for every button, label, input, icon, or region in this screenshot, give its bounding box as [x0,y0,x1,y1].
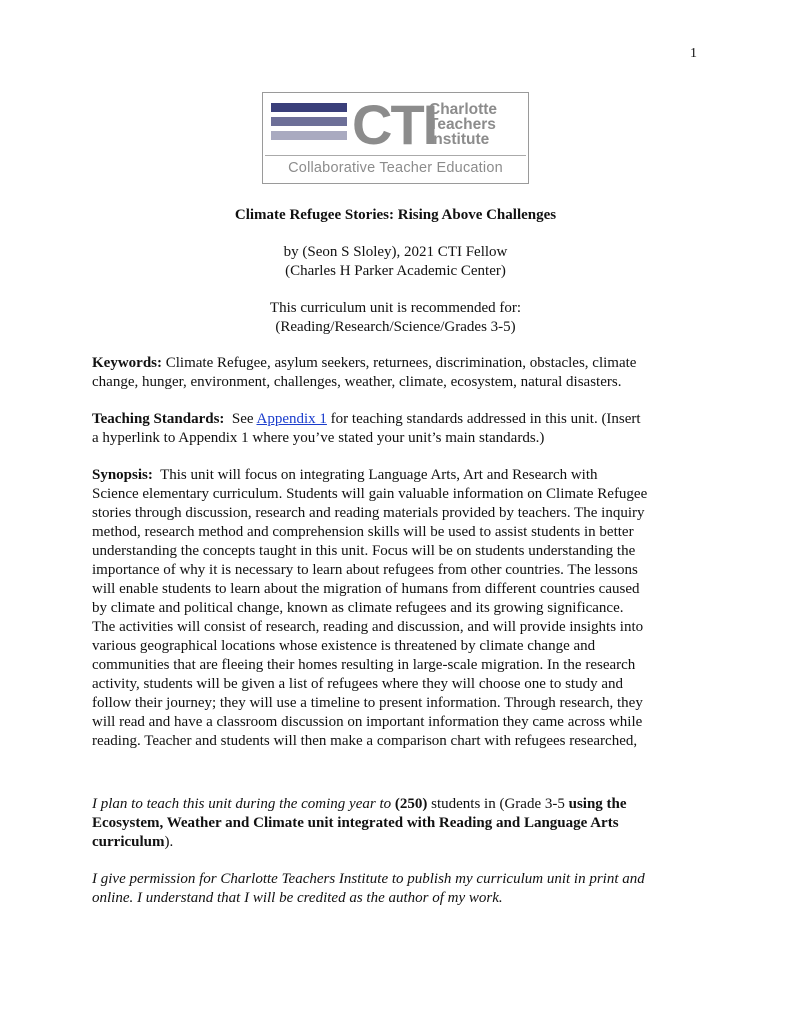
keywords-text: change, hunger, environment, challenges, weather, climate, ecosystem, natural disasters. [92,374,622,390]
plan-end-text: ). [164,834,174,850]
synopsis-line: will enable students to learn about the migration of humans from different countries caused [92,581,640,597]
synopsis-text: This unit will focus on integrating Language Arts, Art and Research with [152,467,598,483]
appendix-1-link[interactable]: Appendix 1 [256,411,327,427]
recommended-for-label: This curriculum unit is recommended for: [269,300,522,316]
plan-bold-text: curriculum [92,834,165,850]
synopsis-line: communities that are fleeing their homes resulting in large-scale migration. In the research [92,657,636,673]
logo-name-line: Teachers [429,116,496,133]
synopsis-line: The activities will consist of research, reading and discussion, and will provide insights into [92,619,644,635]
teaching-plan-section [92,795,696,852]
synopsis-label: Synopsis: [92,467,153,483]
recommended-subjects: (Reading/Research/Science/Grades 3-5) [275,319,516,335]
keywords-section [92,354,696,392]
logo-name [429,102,497,147]
synopsis-line: understanding the concepts taught in this unit. Focus will be on students understanding the [92,543,636,559]
synopsis-line: will read and have a classroom discussion on important information they came across while [92,714,643,730]
logo-bar-middle [271,117,347,126]
logo-abbreviation: CTI [352,93,437,156]
logo-bar-bottom [271,131,347,140]
unit-title: Climate Refugee Stories: Rising Above Challenges [234,207,557,223]
synopsis-line: activity, students will be given a list of refugees where they will choose one to study and [92,676,623,692]
plan-paren-open: ( [394,796,400,812]
synopsis-line: by climate and political change, known as climate refugees and its growing significance. [92,600,624,616]
logo-name-line: Charlotte [429,101,498,118]
teaching-standards-label: Teaching Standards: [92,411,225,427]
plan-bold-text: Ecosystem, Weather and Climate unit integrated with Reading and Language Arts [92,815,619,831]
school-name: (Charles H Parker Academic Center) [285,263,506,279]
logo-bars-graphic [271,103,347,149]
synopsis-line: importance of why it is necessary to learn about refugees from other countries. The lessons [92,562,638,578]
logo-name-line: Institute [429,131,490,148]
plan-bold-text: using the [568,796,627,812]
teaching-standards-section [92,410,696,448]
synopsis-line: follow their journey; they will use a timeline to present information. Through research, they [92,695,643,711]
student-count: 250 [399,796,423,812]
teaching-standards-text: a hyperlink to Appendix 1 where you’ve stated your unit’s main standards.) [92,430,545,446]
plan-intro-text: I plan to teach this unit during the coming year to [92,796,395,812]
synopsis-section [92,466,696,751]
synopsis-line: stories through discussion, research and reading materials provided by teachers. The inquiry [92,505,645,521]
keywords-text: Climate Refugee, asylum seekers, returnees, discrimination, obstacles, climate [162,355,637,371]
keywords-label: Keywords: [92,355,162,371]
page-number: 1 [690,46,697,61]
permission-line: I give permission for Charlotte Teachers Institute to publish my curriculum unit in print and [92,871,645,887]
logo-tagline: Collaborative Teacher Education [265,155,526,182]
synopsis-line: various geographical locations whose existence is threatened by climate change and [92,638,596,654]
author-byline: by (Seon S Sloley), 2021 CTI Fellow [283,244,508,260]
cti-logo [262,92,529,184]
plan-middle-text: students in (Grade 3-5 [427,796,569,812]
teaching-standards-text: See [224,411,257,427]
plan-paren-close: ) [422,796,428,812]
synopsis-line: reading. Teacher and students will then make a comparison chart with refugees researched, [92,733,638,749]
logo-bar-top [271,103,347,112]
permission-line: online. I understand that I will be credited as the author of my work. [92,890,503,906]
teaching-standards-text: for teaching standards addressed in this unit. (Insert [326,411,641,427]
synopsis-line: Science elementary curriculum. Students will gain valuable information on Climate Refugee [92,486,648,502]
synopsis-line: method, research method and comprehension skills will be used to assist students in better [92,524,634,540]
permission-statement [92,870,696,908]
